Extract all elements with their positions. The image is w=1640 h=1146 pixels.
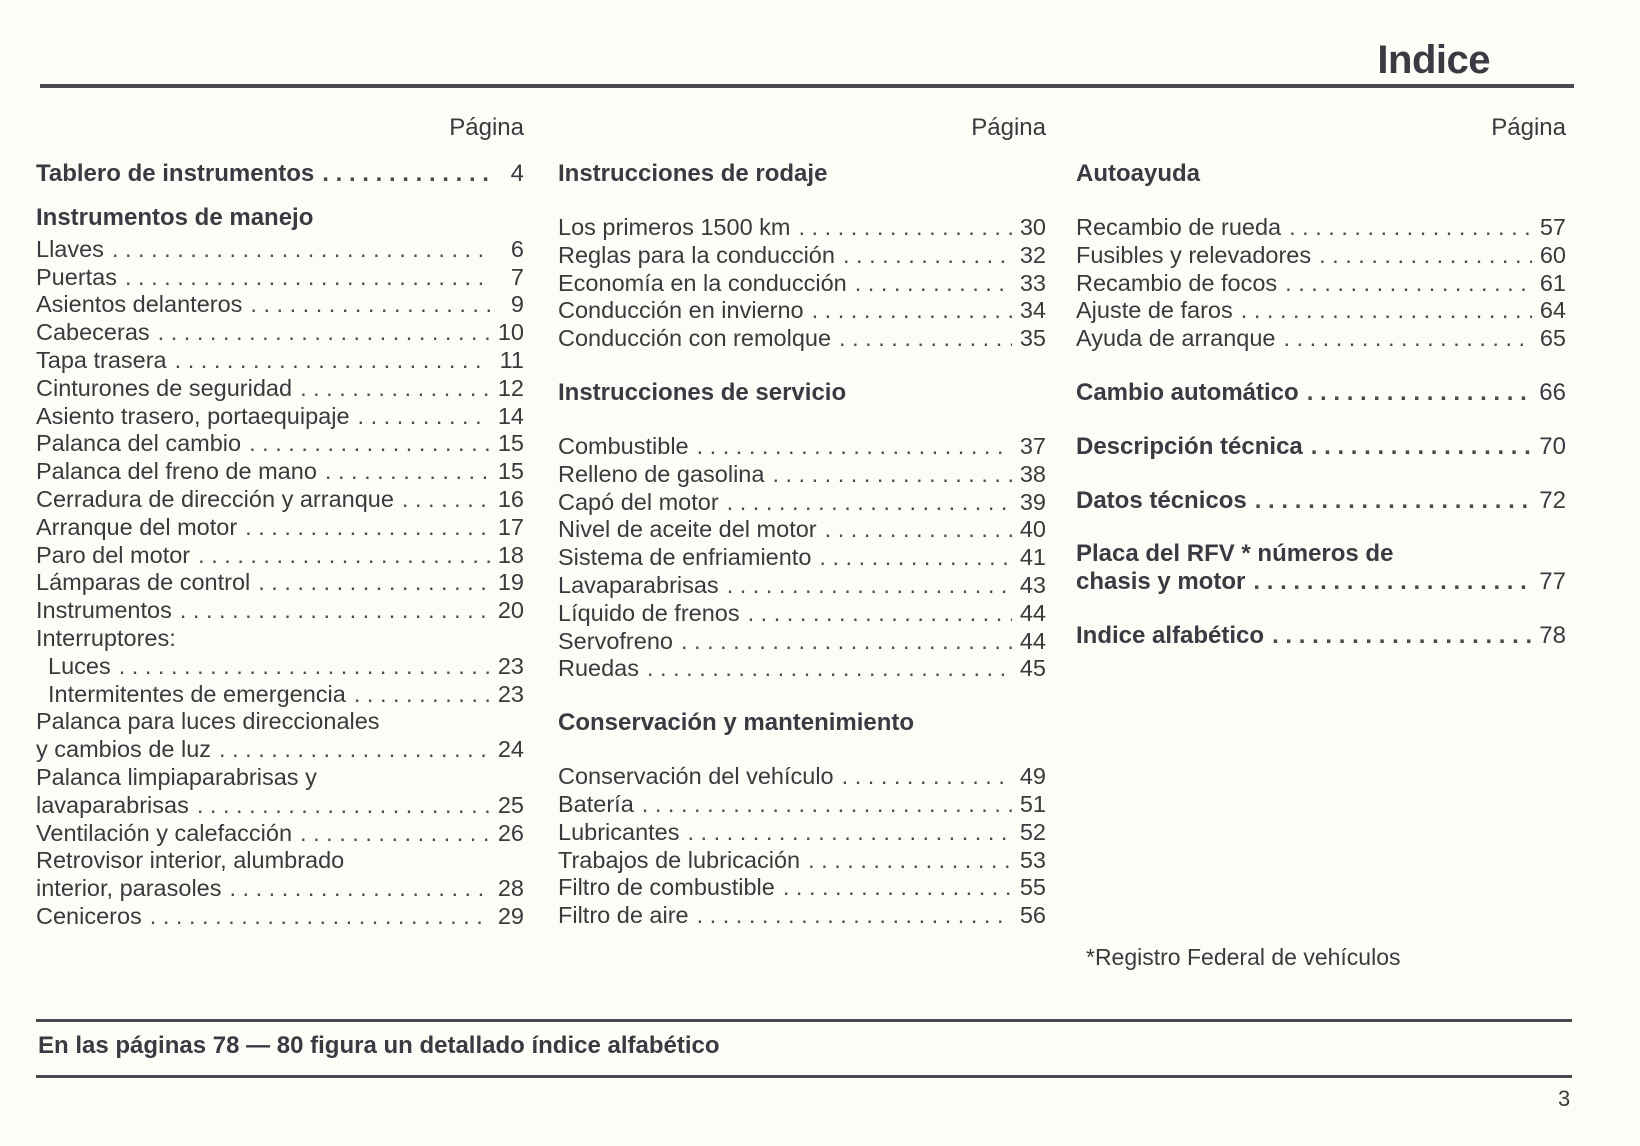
entry-label: Tapa trasera — [36, 346, 167, 373]
entry-label: Cabeceras — [36, 319, 150, 346]
entry-page: 34 — [1019, 297, 1046, 324]
entry-label: Asiento trasero, portaequipaje — [36, 402, 350, 429]
dot-leader — [855, 270, 1012, 298]
dot-leader — [230, 875, 490, 903]
toc-column-2 — [558, 108, 1046, 930]
entry-label: Cerradura de dirección y arranque — [36, 485, 394, 512]
entry-page: 9 — [510, 291, 524, 318]
dot-leader — [681, 628, 1012, 656]
entry-label: Lubricantes — [558, 818, 680, 845]
entry-label: Filtro de aire — [558, 902, 689, 929]
dot-leader — [642, 791, 1012, 819]
entry-label: Luces — [48, 652, 111, 679]
entry-page: 55 — [1019, 874, 1046, 901]
entry-page: 33 — [1019, 269, 1046, 296]
pagina-header: Página — [971, 114, 1046, 141]
toc-entry[interactable] — [36, 736, 524, 764]
entry-label: Intermitentes de emergencia — [48, 680, 346, 707]
toc-entry[interactable] — [36, 160, 524, 188]
entry-page: 4 — [510, 160, 524, 187]
page-number: 3 — [1558, 1086, 1571, 1111]
top-divider — [40, 84, 1574, 88]
section-heading: Instrucciones de rodaje — [558, 160, 828, 187]
toc-entry[interactable] — [558, 819, 1046, 847]
dot-leader — [219, 736, 490, 764]
entry-label: Llaves — [36, 235, 104, 262]
toc-entry[interactable] — [36, 653, 524, 681]
entry-label: Filtro de combustible — [558, 874, 775, 901]
entry-label: Economía en la conducción — [558, 269, 847, 296]
entry-page: 29 — [497, 902, 524, 929]
dot-leader — [1319, 242, 1532, 270]
toc-subheading: Interruptores: — [36, 624, 176, 651]
toc-entry[interactable] — [36, 458, 524, 486]
entry-label: Recambio de rueda — [1076, 214, 1282, 240]
toc-entry[interactable] — [36, 903, 524, 931]
dot-leader — [250, 291, 490, 319]
entry-label: Combustible — [558, 432, 689, 459]
entry-label: Relleno de gasolina — [558, 460, 765, 487]
entry-label: Datos técnicos — [1076, 486, 1247, 514]
entry-page: 44 — [1019, 599, 1046, 626]
entry-page: 38 — [1019, 460, 1046, 487]
toc-entry[interactable] — [558, 600, 1046, 628]
dot-leader — [1289, 214, 1532, 242]
page-title: Indice — [1377, 38, 1490, 82]
dot-leader — [249, 430, 490, 458]
dot-leader — [727, 572, 1012, 600]
dot-leader — [158, 319, 490, 347]
entry-page: 52 — [1019, 818, 1046, 845]
entry-page: 66 — [1539, 378, 1566, 406]
entry-label: Los primeros 1500 km — [558, 214, 791, 240]
entry-page: 70 — [1539, 432, 1566, 460]
entry-label: Lavaparabrisas — [558, 571, 719, 598]
entry-page: 26 — [497, 819, 524, 846]
entry-page: 44 — [1019, 627, 1046, 654]
dot-leader — [300, 820, 490, 848]
entry-page: 25 — [497, 791, 524, 818]
toc-column-1 — [36, 108, 524, 931]
toc-entry[interactable] — [558, 791, 1046, 819]
entry-page: 18 — [497, 541, 524, 568]
entry-page: 17 — [497, 513, 524, 540]
dot-leader — [245, 514, 490, 542]
entry-page: 16 — [497, 485, 524, 512]
dot-leader — [1253, 568, 1531, 596]
entry-label: lavaparabrisas — [36, 791, 189, 818]
toc-entry[interactable] — [1076, 270, 1566, 298]
toc-entry[interactable] — [1076, 379, 1566, 407]
entry-label: Recambio de focos — [1076, 269, 1278, 296]
toc-entry[interactable] — [1076, 214, 1566, 242]
dot-leader — [697, 902, 1012, 930]
entry-page: 10 — [497, 319, 524, 346]
dot-leader — [150, 903, 490, 931]
entry-page: 20 — [497, 597, 524, 624]
entry-label: Ceniceros — [36, 902, 142, 929]
dot-leader — [697, 433, 1012, 461]
dot-leader — [358, 403, 490, 431]
toc-entry[interactable] — [36, 681, 524, 709]
toc-entry[interactable] — [558, 297, 1046, 325]
entry-page: 61 — [1539, 269, 1566, 296]
toc-entry[interactable] — [558, 214, 1046, 242]
toc-entry[interactable] — [36, 319, 524, 347]
entry-page: 30 — [1019, 214, 1046, 240]
entry-label: interior, parasoles — [36, 875, 222, 902]
toc-entry[interactable] — [36, 875, 524, 903]
section-heading: Autoayuda — [1076, 160, 1201, 187]
dot-leader — [647, 655, 1012, 683]
entry-label: Palanca del freno de mano — [36, 458, 317, 485]
bottom-divider-upper — [36, 1019, 1572, 1022]
entry-label: Conservación del vehículo — [558, 763, 834, 790]
entry-label: chasis y motor — [1076, 568, 1246, 596]
entry-label: Arranque del motor — [36, 513, 238, 540]
toc-entry-line: Palanca para luces direccionales — [36, 708, 380, 735]
dot-leader — [1285, 270, 1532, 298]
toc-entry[interactable] — [558, 572, 1046, 600]
dot-leader — [843, 242, 1012, 270]
toc-column-3 — [1076, 108, 1566, 650]
entry-page: 28 — [497, 875, 524, 902]
dot-leader — [783, 874, 1012, 902]
entry-page: 60 — [1539, 241, 1566, 268]
section-heading: Instrucciones de servicio — [558, 378, 847, 406]
entry-label: Ventilación y calefacción — [36, 819, 293, 846]
entry-label: Servofreno — [558, 627, 673, 654]
dot-leader — [1255, 487, 1532, 515]
toc-entry[interactable] — [36, 792, 524, 820]
entry-label: Nivel de aceite del motor — [558, 516, 817, 543]
dot-leader — [112, 236, 490, 264]
toc-entry[interactable] — [36, 264, 524, 292]
toc-entry[interactable] — [1076, 433, 1566, 461]
dot-leader — [842, 763, 1012, 791]
dot-leader — [180, 597, 490, 625]
toc-entry[interactable] — [558, 433, 1046, 461]
dot-leader — [812, 297, 1012, 325]
dot-leader — [799, 214, 1012, 242]
dot-leader — [322, 160, 490, 188]
entry-label: Instrumentos — [36, 597, 172, 624]
entry-page: 24 — [497, 736, 524, 763]
dot-leader — [1307, 379, 1532, 407]
toc-entry[interactable] — [558, 847, 1046, 875]
toc-entry[interactable] — [1076, 297, 1566, 325]
toc-entry[interactable] — [1076, 487, 1566, 515]
dot-leader — [354, 681, 490, 709]
entry-page: 65 — [1539, 325, 1566, 352]
entry-page: 43 — [1019, 571, 1046, 598]
entry-label: Tablero de instrumentos — [36, 160, 315, 187]
entry-page: 19 — [497, 569, 524, 596]
entry-page: 78 — [1539, 622, 1566, 650]
entry-page: 45 — [1019, 655, 1046, 682]
entry-label: Sistema de enfriamiento — [558, 544, 812, 571]
entry-label: Paro del motor — [36, 541, 191, 568]
entry-label: Puertas — [36, 263, 117, 290]
entry-page: 6 — [510, 235, 524, 262]
entry-label: Ayuda de arranque — [1076, 325, 1276, 352]
entry-page: 77 — [1539, 568, 1566, 596]
entry-label: Líquido de frenos — [558, 599, 740, 626]
entry-label: Lámparas de control — [36, 569, 251, 596]
entry-page: 7 — [510, 263, 524, 290]
toc-entry[interactable] — [36, 291, 524, 319]
dot-leader — [258, 569, 490, 597]
dot-leader — [1311, 433, 1532, 461]
entry-page: 15 — [497, 458, 524, 485]
toc-entry[interactable] — [36, 486, 524, 514]
toc-entry[interactable] — [558, 763, 1046, 791]
dot-leader — [402, 486, 490, 514]
entry-page: 64 — [1539, 297, 1566, 324]
bottom-divider-lower — [36, 1075, 1572, 1078]
entry-page: 35 — [1019, 325, 1046, 352]
toc-entry[interactable] — [36, 375, 524, 403]
pagina-header: Página — [1491, 114, 1566, 141]
entry-label: Palanca del cambio — [36, 430, 242, 457]
entry-page: 12 — [497, 374, 524, 401]
section-heading: Instrumentos de manejo — [36, 203, 314, 231]
entry-page: 53 — [1019, 846, 1046, 873]
entry-page: 39 — [1019, 488, 1046, 515]
toc-entry[interactable] — [36, 597, 524, 625]
dot-leader — [1283, 325, 1531, 353]
toc-entry[interactable] — [1076, 622, 1566, 650]
dot-leader — [119, 653, 490, 681]
entry-page: 40 — [1019, 516, 1046, 543]
footnote: *Registro Federal de vehículos — [1086, 944, 1401, 970]
entry-label: Cinturones de seguridad — [36, 374, 293, 401]
dot-leader — [198, 542, 490, 570]
entry-label: Capó del motor — [558, 488, 719, 515]
toc-entry[interactable] — [36, 514, 524, 542]
dot-leader — [1241, 297, 1532, 325]
entry-label: Batería — [558, 790, 634, 817]
toc-entry[interactable] — [36, 430, 524, 458]
entry-page: 23 — [497, 652, 524, 679]
pagina-header: Página — [449, 114, 524, 141]
toc-entry[interactable] — [36, 569, 524, 597]
toc-entry-line: Retrovisor interior, alumbrado — [36, 847, 345, 874]
entry-page: 51 — [1019, 790, 1046, 817]
entry-page: 32 — [1019, 241, 1046, 268]
toc-entry[interactable] — [558, 628, 1046, 656]
dot-leader — [748, 600, 1012, 628]
toc-entry[interactable] — [1076, 242, 1566, 270]
dot-leader — [839, 325, 1012, 353]
entry-page: 57 — [1539, 214, 1566, 240]
dot-leader — [688, 819, 1012, 847]
entry-page: 72 — [1539, 486, 1566, 514]
toc-entry[interactable] — [36, 542, 524, 570]
dot-leader — [727, 489, 1012, 517]
toc-entry[interactable] — [36, 820, 524, 848]
entry-label: Reglas para la conducción — [558, 241, 835, 268]
entry-page: 37 — [1019, 432, 1046, 459]
entry-page: 15 — [497, 430, 524, 457]
toc-entry[interactable] — [36, 347, 524, 375]
toc-entry[interactable] — [36, 236, 524, 264]
toc-entry[interactable] — [558, 489, 1046, 517]
dot-leader — [300, 375, 490, 403]
toc-entry[interactable] — [558, 242, 1046, 270]
toc-entry[interactable] — [558, 902, 1046, 930]
dot-leader — [125, 264, 490, 292]
section-heading: Conservación y mantenimiento — [558, 709, 915, 737]
entry-label: Trabajos de lubricación — [558, 846, 801, 873]
toc-entry[interactable] — [558, 325, 1046, 353]
dot-leader — [819, 544, 1011, 572]
dot-leader — [325, 458, 490, 486]
toc-entry[interactable] — [36, 403, 524, 431]
entry-label: y cambios de luz — [36, 736, 212, 763]
toc-entry[interactable] — [558, 655, 1046, 683]
entry-label: Conducción en invierno — [558, 297, 804, 324]
entry-page: 49 — [1019, 763, 1046, 790]
toc-entry-line: Placa del RFV * números de — [1076, 540, 1394, 568]
dot-leader — [772, 461, 1011, 489]
entry-page: 14 — [497, 402, 524, 429]
entry-page: 23 — [497, 680, 524, 707]
toc-entry[interactable] — [558, 544, 1046, 572]
dot-leader — [175, 347, 490, 375]
toc-entry[interactable] — [558, 516, 1046, 544]
entry-page: 56 — [1019, 902, 1046, 929]
entry-label: Conducción con remolque — [558, 325, 832, 352]
toc-entry[interactable] — [1076, 325, 1566, 353]
toc-entry[interactable] — [1076, 568, 1566, 596]
toc-entry[interactable] — [558, 874, 1046, 902]
entry-page: 11 — [499, 346, 524, 373]
toc-entry-line: Palanca limpiaparabrisas y — [36, 763, 317, 790]
entry-label: Asientos delanteros — [36, 291, 243, 318]
toc-entry[interactable] — [558, 461, 1046, 489]
alphabetical-index-note: En las páginas 78 — 80 figura un detallado índice alfabético — [38, 1032, 720, 1059]
entry-label: Cambio automático — [1076, 378, 1299, 406]
toc-entry[interactable] — [558, 270, 1046, 298]
dot-leader — [1272, 622, 1531, 650]
entry-label: Ruedas — [558, 655, 639, 682]
entry-label: Fusibles y relevadores — [1076, 241, 1312, 268]
entry-label: Ajuste de faros — [1076, 297, 1233, 324]
entry-page: 41 — [1019, 544, 1046, 571]
dot-leader — [197, 792, 490, 820]
entry-label: Descripción técnica — [1076, 432, 1303, 460]
entry-label: Indice alfabético — [1076, 622, 1265, 650]
dot-leader — [825, 516, 1012, 544]
dot-leader — [808, 847, 1012, 875]
